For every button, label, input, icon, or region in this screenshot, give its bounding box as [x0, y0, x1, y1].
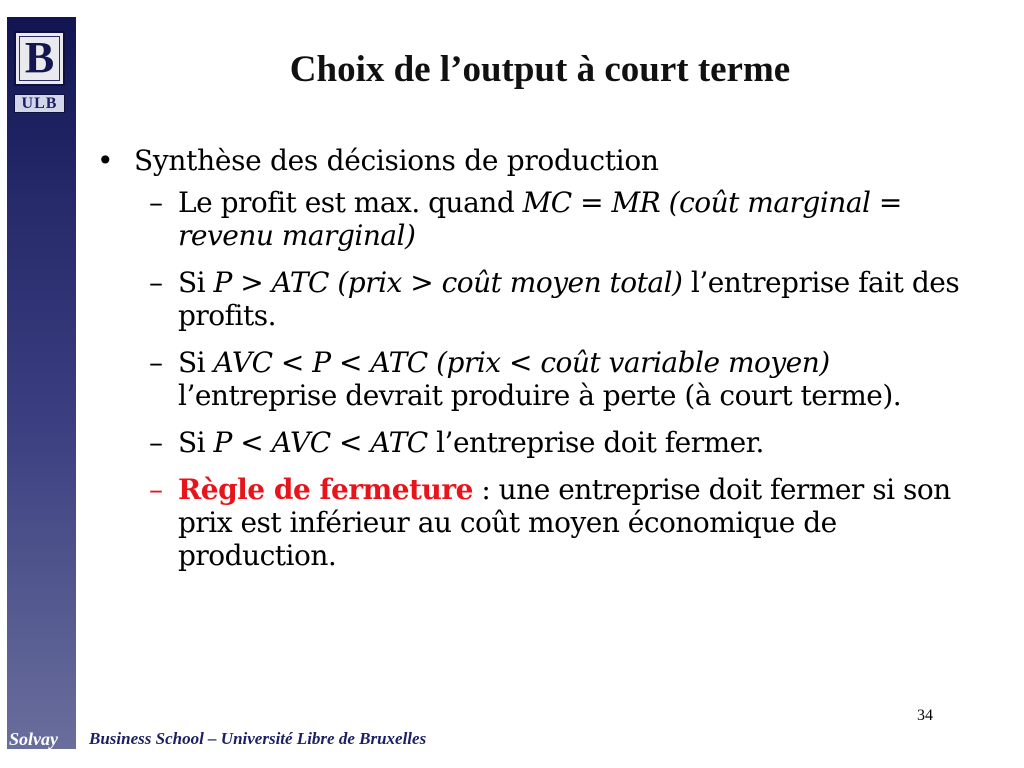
italic-text: ATC (prix > coût moyen total)	[271, 266, 683, 299]
dash-marker: –	[149, 346, 163, 379]
side-band	[7, 17, 76, 749]
italic-text: MR (coût marginal	[611, 186, 871, 219]
dash-marker: –	[149, 266, 163, 299]
text: <	[330, 346, 371, 379]
dash-marker: –	[149, 473, 163, 506]
text: l’entreprise fait des profits.	[178, 266, 960, 332]
main-bullet	[95, 140, 995, 182]
italic-text: P	[312, 346, 331, 379]
text: Le profit est max. quand	[178, 186, 523, 219]
text: Si	[178, 426, 214, 459]
text: Si	[178, 346, 214, 379]
text: <	[272, 346, 313, 379]
text: l’entreprise doit fermer.	[427, 426, 764, 459]
footer-school-name: Business School – Université Libre de Bruxelles	[89, 729, 427, 748]
sub-bullet-shutdown	[95, 426, 968, 459]
shutdown-rule-title: Règle de fermeture	[178, 473, 473, 506]
text: l’entreprise devrait produire à perte (à court terme).	[178, 379, 902, 412]
italic-text: AVC	[271, 426, 331, 459]
sub-bullet-profits	[95, 266, 968, 332]
text: <	[231, 426, 272, 459]
bullet-marker: •	[97, 144, 114, 177]
italic-text: P	[213, 426, 232, 459]
sub-bullet-shutdown-rule	[95, 473, 968, 572]
text: >	[231, 266, 272, 299]
ulb-logo-label: ULB	[14, 94, 65, 113]
main-bullet-text: Synthèse des décisions de production	[134, 144, 659, 177]
text: Si	[178, 266, 214, 299]
sub-bullet-loss-production	[95, 346, 968, 412]
text: =	[870, 186, 902, 219]
sub-bullet-profit-max	[95, 186, 968, 252]
italic-text: MC	[522, 186, 572, 219]
page-number: 34	[917, 707, 933, 724]
italic-text: ATC	[370, 426, 428, 459]
text: =	[571, 186, 612, 219]
italic-text: revenu marginal)	[178, 219, 416, 252]
school-logo	[14, 31, 65, 86]
footer-solvay: Solvay	[9, 729, 58, 749]
shutdown-rule-text: : une entreprise doit fermer si son prix est inférieur au coût moyen économique de production.	[178, 473, 951, 572]
slide-content	[95, 140, 995, 586]
italic-text: AVC	[213, 346, 273, 379]
dash-marker: –	[149, 186, 163, 219]
text: <	[330, 426, 371, 459]
dash-marker: –	[149, 426, 163, 459]
italic-text: P	[213, 266, 232, 299]
italic-text: ATC (prix < coût variable moyen)	[370, 346, 830, 379]
slide-title: Choix de l’output à court terme	[289, 49, 791, 90]
logo-letter: B	[24, 33, 55, 82]
